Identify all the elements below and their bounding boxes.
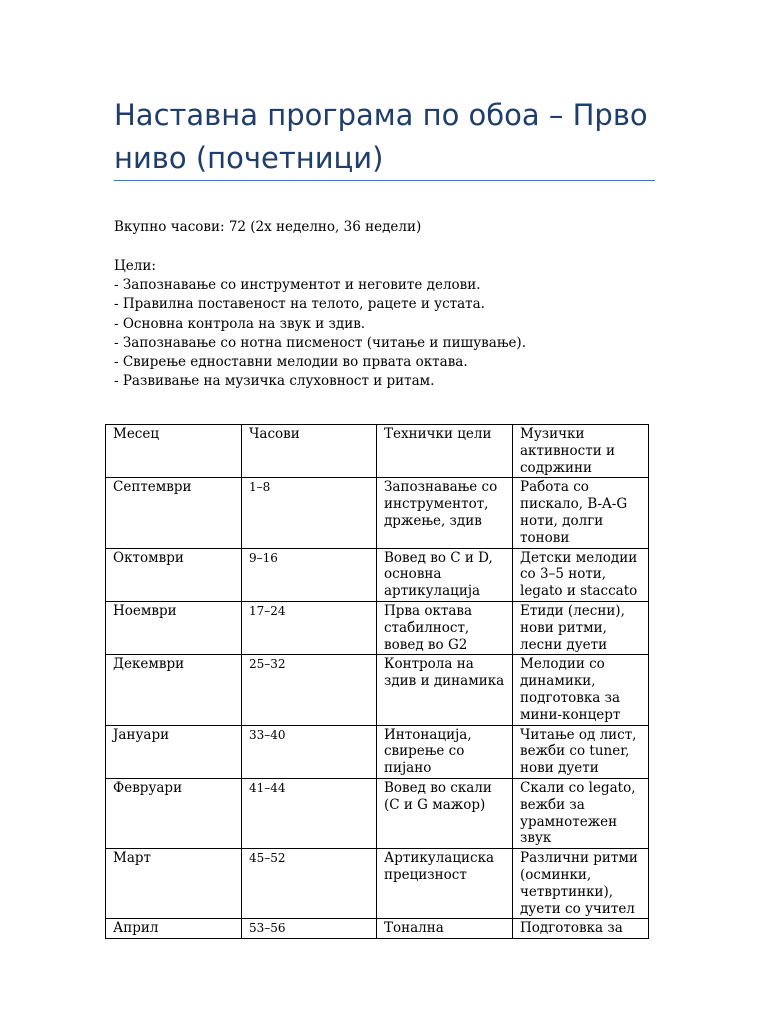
cell-hours: 45–52 <box>242 849 377 919</box>
goals-section <box>114 257 526 391</box>
cell-month: Март <box>106 849 242 919</box>
goals-heading: Цели: <box>114 258 156 274</box>
goal-item: - Основна контрола на звук и здив. <box>114 315 366 332</box>
cell-activities: Читање од лист, вежби со tuner, нови дуети <box>513 725 649 778</box>
cell-technical: Вовед во скали (C и G мажор) <box>377 778 513 848</box>
cell-hours: 41–44 <box>242 778 377 848</box>
cell-technical: Запознавање со инструментот, држење, здив <box>377 478 513 548</box>
curriculum-table <box>105 424 649 939</box>
header-musical-activities: Музички активности и содржини <box>513 425 649 478</box>
title-underline <box>114 180 655 181</box>
total-hours: Вкупно часови: 72 (2x неделно, 36 недели) <box>114 219 422 235</box>
cell-month: Февруари <box>106 778 242 848</box>
cell-month: Септември <box>106 478 242 548</box>
cell-hours: 9–16 <box>242 548 377 601</box>
cell-technical: Вовед во C и D, основна артикулација <box>377 548 513 601</box>
cell-activities: Работа со пискало, B-A-G ноти, долги тонови <box>513 478 649 548</box>
table-row <box>106 601 649 654</box>
cell-activities: Скали со legato, вежби за урамнотежен звук <box>513 778 649 848</box>
cell-activities: Етиди (лесни), нови ритми, лесни дуети <box>513 601 649 654</box>
header-hours: Часови <box>242 425 377 478</box>
cell-hours: 33–40 <box>242 725 377 778</box>
header-month: Месец <box>106 425 242 478</box>
goal-item: - Правилна поставеност на телото, рацете и устата. <box>114 296 485 313</box>
cell-month: Април <box>106 919 242 939</box>
table-row <box>106 778 649 848</box>
table-row <box>106 655 649 725</box>
header-technical-goals: Технички цели <box>377 425 513 478</box>
cell-hours: 1–8 <box>242 478 377 548</box>
cell-hours: 53–56 <box>242 919 377 939</box>
cell-hours: 17–24 <box>242 601 377 654</box>
cell-month: Ноември <box>106 601 242 654</box>
table-row <box>106 548 649 601</box>
cell-activities: Различни ритми (осминки, четвртинки), дуети со учител <box>513 849 649 919</box>
document-title: Наставна програма по обоа – Прво ниво (почетници) <box>114 98 648 175</box>
cell-technical: Интонација, свирење со пијано <box>377 725 513 778</box>
goal-item: - Свирење едноставни мелодии во првата октава. <box>114 354 468 371</box>
cell-technical: Прва октава стабилност, вовед во G2 <box>377 601 513 654</box>
table-row <box>106 919 649 939</box>
goal-item: - Развивање на музичка слуховност и ритам. <box>114 373 435 390</box>
table-row <box>106 478 649 548</box>
cell-activities: Мелодии со динамики, подготовка за мини-концерт <box>513 655 649 725</box>
table-row <box>106 725 649 778</box>
goal-item: - Запознавање со инструментот и неговите делови. <box>114 277 481 294</box>
cell-technical: Тонална <box>377 919 513 939</box>
table-header-row <box>106 425 649 478</box>
cell-month: Октомври <box>106 548 242 601</box>
cell-technical: Артикулациска прецизност <box>377 849 513 919</box>
cell-technical: Контрола на здив и динамика <box>377 655 513 725</box>
table-row <box>106 849 649 919</box>
cell-activities: Подготовка за <box>513 919 649 939</box>
cell-month: Декември <box>106 655 242 725</box>
goal-item: - Запознавање со нотна писменост (читање и пишување). <box>114 334 526 351</box>
cell-hours: 25–32 <box>242 655 377 725</box>
cell-month: Јануари <box>106 725 242 778</box>
cell-activities: Детски мелодии со 3–5 ноти, legato и staccato <box>513 548 649 601</box>
